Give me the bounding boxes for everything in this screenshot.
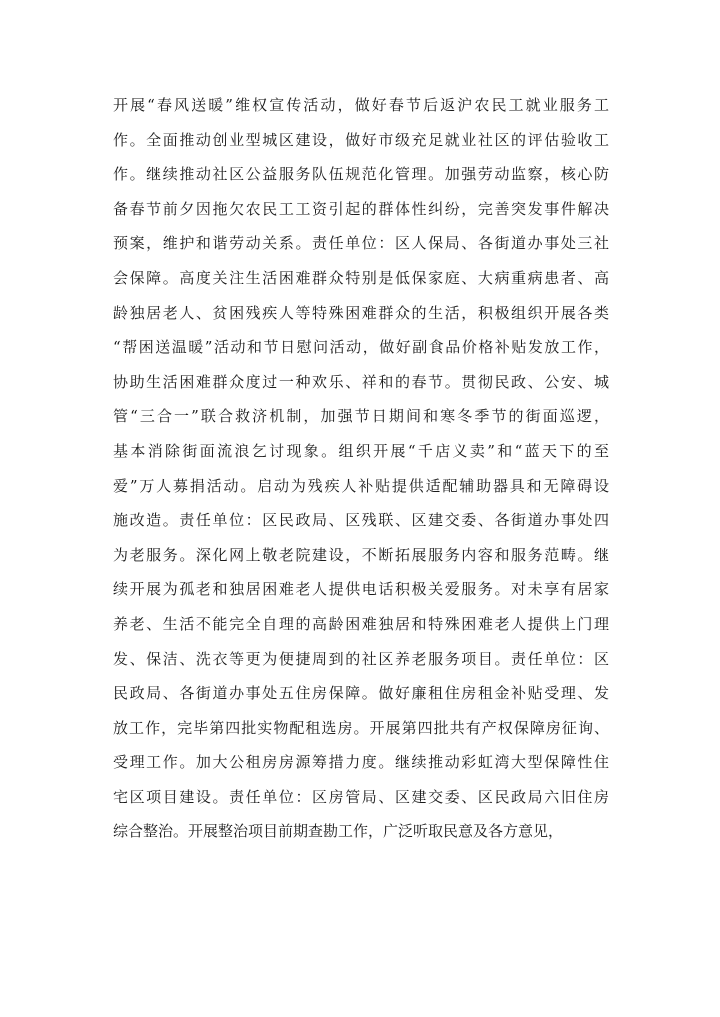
- text-line: 作。继续推动社区公益服务队伍规范化管理。加强劳动监察，核心防: [113, 165, 609, 184]
- text-line: 爱”万人募捐活动。启动为残疾人补贴提供适配辅助器具和无障碍设: [113, 476, 609, 495]
- text-line: 发、保洁、洗衣等更为便捷周到的社区养老服务项目。责任单位：区: [113, 649, 609, 668]
- text-line: 放工作，完毕第四批实物配租选房。开展第四批共有产权保障房征询、: [113, 718, 609, 737]
- text-line: “帮困送温暖”活动和节日慰问活动，做好副食品价格补贴发放工作，: [113, 338, 609, 357]
- text-line: 作。全面推动创业型城区建设，做好市级充足就业社区的评估验收工: [113, 130, 609, 149]
- text-line: 受理工作。加大公租房房源筹措力度。继续推动彩虹湾大型保障性住: [113, 753, 609, 772]
- body-text: [113, 88, 609, 849]
- text-line: 会保障。高度关注生活困难群众特别是低保家庭、大病重病患者、高: [113, 268, 609, 287]
- text-line: 续开展为孤老和独居困难老人提供电话积极关爱服务。对未享有居家: [113, 580, 609, 599]
- text-line: 综合整治。开展整治项目前期查勘工作，广泛听取民意及各方意见，: [113, 822, 564, 841]
- text-line: 为老服务。深化网上敬老院建设，不断拓展服务内容和服务范畴。继: [113, 545, 609, 564]
- text-line: 施改造。责任单位：区民政局、区残联、区建交委、各街道办事处四: [113, 511, 609, 530]
- text-line: 基本消除街面流浪乞讨现象。组织开展“千店义卖”和“蓝天下的至: [113, 441, 609, 460]
- text-line: 宅区项目建设。责任单位：区房管局、区建交委、区民政局六旧住房: [113, 787, 609, 806]
- text-line: 养老、生活不能完全自理的高龄困难独居和特殊困难老人提供上门理: [113, 614, 609, 633]
- text-line: 民政局、各街道办事处五住房保障。做好廉租住房租金补贴受理、发: [113, 684, 609, 703]
- text-line: 龄独居老人、贫困残疾人等特殊困难群众的生活，积极组织开展各类: [113, 303, 609, 322]
- text-line: 开展“春风送暖”维权宣传活动，做好春节后返沪农民工就业服务工: [113, 96, 609, 114]
- text-line: 协助生活困难群众度过一种欢乐、祥和的春节。贯彻民政、公安、城: [113, 372, 609, 391]
- text-line: 预案，维护和谐劳动关系。责任单位：区人保局、各街道办事处三社: [113, 234, 609, 253]
- text-line: 备春节前夕因拖欠农民工工资引起的群体性纠纷，完善突发事件解决: [113, 199, 609, 218]
- text-line: 管“三合一”联合救济机制，加强节日期间和寒冬季节的街面巡逻，: [113, 407, 609, 426]
